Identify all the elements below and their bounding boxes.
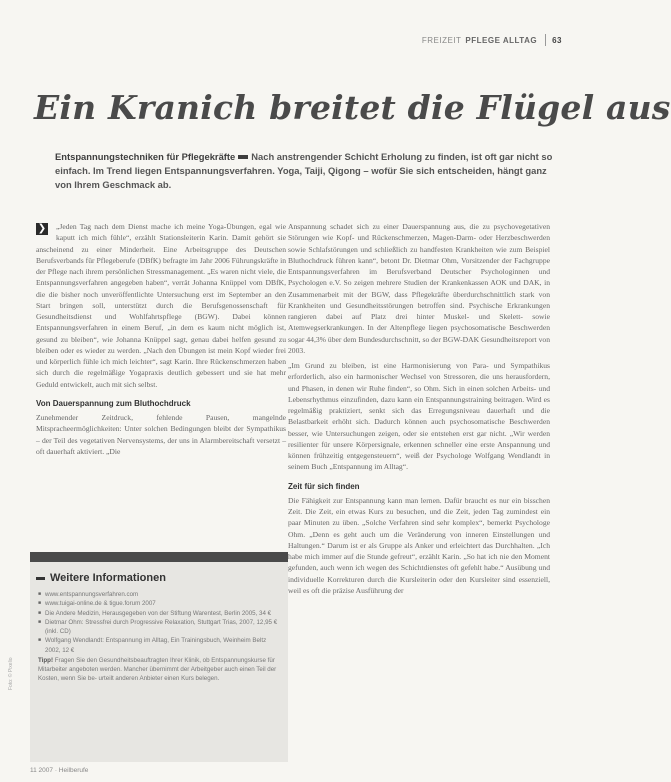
arrow-right-icon: ❯ [37,223,47,234]
left-subheading: Von Dauerspannung zum Bluthochdruck [36,398,191,408]
info-tip [38,656,282,683]
photo-credit: Foto: © Pixelio [8,657,14,690]
right-subheading: Zeit für sich finden [288,481,360,491]
info-box [30,552,288,762]
heading-dash [36,577,45,580]
left-paragraph-2: Zunehmender Zeitdruck, fehlende Pausen, mangelnde Mitspracheermöglichkeiten: Unter solchen Bedingungen bleibt der Sympathikus – der Teil des vegetativen Nervensystems, der uns in Alarmbereitschaft versetzt – oft dauerhaft aktiviert. „Die [36,413,286,456]
right-paragraph-2: „Im Grund zu bleiben, ist eine Harmonisierung von Para- und Sympathikus erforderlich, also ein harmonischer Wechsel von Stressoren, die uns herausfordern, und Phasen, in denen wir Ruhe finden“, so Ohm. Sich in einen solchen Arbeits- und Lebensrhythmus einzufinden, dazu kann ein Entspannungstraining beitragen. Wird es regelmäßig praktiziert, senkt sich das Erregungsniveau dauerhaft und die Belastbarkeit erhöht sich. Dadurch können auch psychosomatische Beschwerden besser, wie Untersuchungen zeigen, oder sie entstehen erst gar nicht. „Wir werden resilienter für unsere Körpersignale, erkennen schneller eine erste Anspannung und können frühzeitig entgegensteuern“, weiß der Psychologe Wolfgang Wendlandt in seinem Buch „Entspannung im Alltag“. [288,361,550,472]
right-column [288,221,550,596]
header-section: FREIZEIT [421,35,462,45]
lead-text: Nach anstrengender Schicht Erholung zu finden, ist oft gar nicht so einfach. Im Trend liegen Entspannungsverfahren. Yoga, Taiji, Qigong – wofür Sie sich entscheiden, hängt ganz von Ihrem Geschmack ab. [55,151,553,190]
info-item: ■ www.tuigai-online.de & tigue.forum 2007 [38,599,282,608]
header-subsection: PFLEGE ALLTAG [465,35,538,45]
info-item: ■ Wolfgang Wendlandt: Entspannung im Alltag, Ein Trainingsbuch, Weinheim Beltz 2002, 12 € [38,636,282,655]
lead-dash [238,155,248,159]
info-item: ■ Dietmar Ohm: Stressfrei durch Progressive Relaxation, Stuttgart Trias, 2007, 12,95 € (inkl. CD) [38,618,282,637]
article-title: Ein Kranich breitet die Flügel aus [34,88,671,127]
tip-text: Fragen Sie den Gesundheitsbeauftragten Ihrer Klinik, ob Entspannungskurse für Mitarbeiter angeboten werden. Mancher übernimmt der Arbeitgeber auch einen Teil der Kosten, wenn Sie be- urteilt anderen Anbieter einen Kurs belegen. [38,657,277,683]
info-item: ■ www.entspannungsverfahren.com [38,590,282,599]
header-divider [545,34,546,46]
info-box-bar [30,552,288,562]
article-lead [55,150,555,192]
running-header [360,34,562,46]
info-heading-text: Weitere Informationen [50,572,166,584]
info-box-heading [36,572,288,584]
left-column [36,221,286,457]
info-list [30,590,288,655]
page-number: 63 [552,35,562,45]
page-footer: 11 2007 · Heilberufe [30,767,89,774]
right-paragraph-3: Die Fähigkeit zur Entspannung kann man lernen. Dafür braucht es nur ein bisschen Zeit. Die Zeit, ein etwas Kurs zu besuchen, und die Zeit, jeden Tag zumindest ein paar Minuten zu üben. „Solche Verfahren sind sehr komplex“, bemerkt Psychologe Ohm. „Denn es geht auch um die Veränderung von inneren Einstellungen und Haltungen.“ Darum ist er als Gruppe als Anker und erleichtert das Durchhalten. „Ich habe mich immer auf die Stunde gefreut“, erzählt Karin. „So hat ich nie den Moment gefunden, auch wenn ich wegen des Schichtdienstes oft gefehlt habe.“ Ausübung und individuelle Korrekturen durch die Kursleiterin oder den Kursleiter sind essenziell, weil es oft die präzise Ausführung der [288,495,550,595]
right-paragraph-1: Anspannung schadet sich zu einer Dauerspannung aus, die zu psychovegetativen Störungen wie Kopf- und Rückenschmerzen, Magen-Darm- oder Herzbeschwerden sowie Schlafstörungen und schließlich zu handfesten Krankheiten wie zum Beispiel Bluthochdruck führen kann“, betont Dr. Dietmar Ohm, Vorsitzender der Fachgruppe Entspannungsverfahren im Berufsverband Deutscher Psychologinnen und Psychologen e.V. So zeigen mehrere Studien der Krankenkassen AOK und DAK, in Zusammenarbeit mit der BGW, dass Pflegekräfte überdurchschnittlich stark von Krankheiten und Gesundheitsstörungen betroffen sind. Psychische Erkrankungen rangieren dabei auf Platz drei hinter Muskel- und Skelett- sowie Atemwegserkrankungen. In der Altenpflege liegen psychosomatische Beschwerden sogar 44,3% über dem Bundesdurchschnitt, so der BGW-DAK Gesundheitsreport von 2003. [288,222,550,355]
info-item: ■ Die Andere Medizin, Herausgegeben von der Stiftung Warentest, Berlin 2005, 34 € [38,609,282,618]
tip-label: Tipp! [38,657,54,665]
lead-headline: Entspannungstechniken für Pflegekräfte [55,151,236,162]
left-paragraph-1: „Jeden Tag nach dem Dienst mache ich meine Yoga-Übungen, egal wie kaputt ich mich fühle“, erzählt Stationsleiterin Karin. Damit gehört sie anscheinend zu einer Minderheit. Eine Arbeitsgruppe des Deutschen Berufsverbands für Pflegeberufe (DBfK) befragte im Jahr 2006 Führungskräfte in der Pflege nach ihrem persönlichen Stressmanagement. „Es waren nicht viele, die Entspannungsverfahren angegeben haben“, verrät Johanna Knüppel vom DBfK, die die bisher noch unveröffentlichte Untersuchung erst im September an den Start bringen soll, unterstützt durch die Berufsgenossenschaft für Gesundheitsdienst und Wohlfahrtspflege (BGW). Dabei können Entspannungsverfahren in einem Beruf, „in dem es kaum nicht möglich ist, gesund zu bleiben“, wie Johanna Knüppel sagt, genau dabei helfen gesund zu bleiben oder es wieder zu werden. „Nach den Übungen ist mein Kopf wieder frei und körperlich fühle ich mich leichter“, sagt Karin. Ihre Rückenschmerzen haben sich durch die regelmäßige Yogapraxis deutlich gebessert und sie hat mehr Geduld entwickelt, auch mit sich selbst. [36,222,286,389]
